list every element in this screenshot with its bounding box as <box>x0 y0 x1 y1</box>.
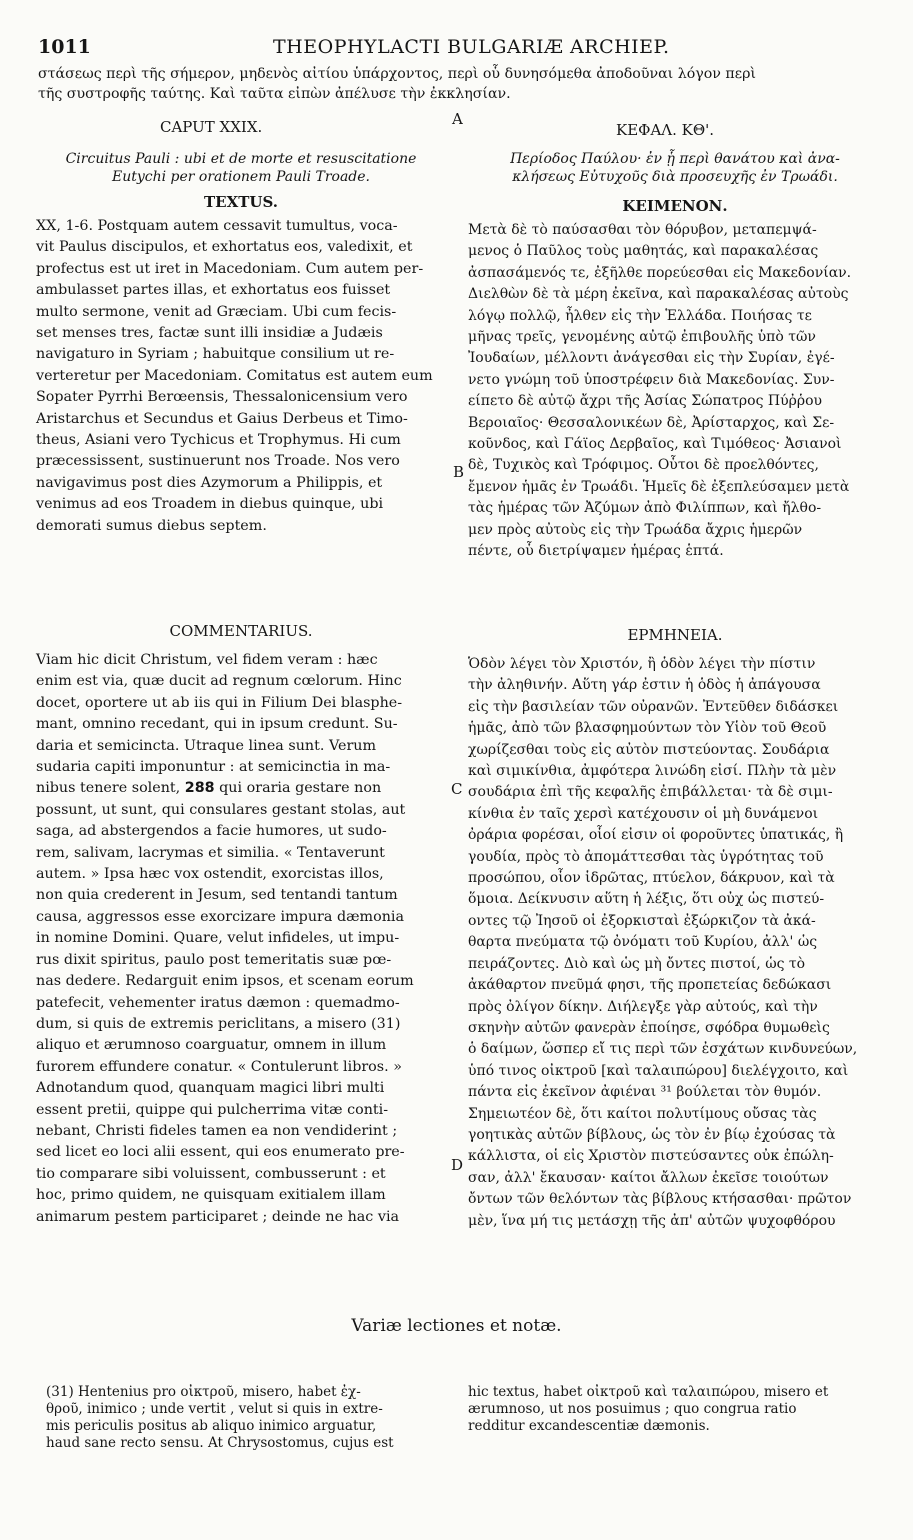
text-line: δὲ, Τυχικὸς καὶ Τρόφιμος. Οὗτοι δὲ προελθόντες, <box>468 457 819 474</box>
text-line: Βεροιαῖος· Θεσσαλονικέων δὲ, Ἀρίσταρχος, καὶ Σε- <box>468 414 835 431</box>
text-line: causa, aggressos esse exorcizare impura dæmonia <box>36 908 405 925</box>
text-line: Ὁδὸν λέγει τὸν Χριστόν, ἢ ὁδὸν λέγει τὴν πίστιν <box>468 656 816 672</box>
text-line: enim est via, quæ ducit ad regnum cœlorum. Hinc <box>36 673 402 690</box>
latin-commentarius <box>36 650 446 1228</box>
text-line: ὅμοια. Δείκνυσιν αὕτη ἡ λέξις, ὅτι οὐχ ὡς πιστεύ- <box>468 891 825 908</box>
note-line: mis periculis positus ab aliquo inimico arguatur, <box>46 1418 377 1434</box>
greek-subtitle <box>460 150 890 186</box>
margin-marker-d: D <box>451 1156 464 1174</box>
text-line: daria et semicincta. Utraque linea sunt. Verum <box>36 737 377 754</box>
notes-left-column <box>46 1384 394 1452</box>
text-line: μὲν, ἵνα μή τις μετάσχῃ τῆς ἀπ' αὐτῶν ψυχοφθόρου <box>468 1212 836 1229</box>
text-line: είπετο δὲ αὐτῷ ἄχρι τῆς Ἀσίας Σώπατρος Πύῤῥου <box>468 393 823 410</box>
text-line: Adnotandum quod, quanquam magici libri multi <box>36 1080 385 1097</box>
text-line: venimus ad eos Troadem in diebus quinque, ubi <box>36 496 384 513</box>
subtitle-line: Περίοδος Παύλου· ἐν ᾗ περὶ θανάτου καὶ ἀνα- <box>510 151 840 167</box>
text-line: præcessissent, sustinuerunt nos Troade. Nos vero <box>36 453 400 470</box>
margin-marker-b: B <box>453 463 465 481</box>
text-line: tio comparare sibi voluissent, combusserunt : et <box>36 1165 386 1182</box>
text-line: mant, omnino recedant, qui in ipsum credunt. Su- <box>36 716 398 733</box>
text-line: patefecit, vehementer iratus dæmon : quemadmo- <box>36 994 400 1011</box>
text-line: animarum pestem participaret ; deinde ne hac via <box>36 1208 400 1225</box>
text-line: sed licet eo loci alii essent, qui eos enumerato pre- <box>36 1144 405 1161</box>
text-line: πειράζοντες. Διὸ καὶ ὡς μὴ ὄντες πιστοί, ὡς τὸ <box>468 955 806 972</box>
text-line: σκηνὴν αὐτῶν φανερὰν ἐποίησε, σφόδρα θυμωθεὶς <box>468 1019 830 1036</box>
text-line: navigaturo in Syriam ; habuitque consilium ut re- <box>36 346 395 363</box>
text-line: λόγῳ πολλῷ, ἦλθεν εἰς τὴν Ἑλλάδα. Ποιήσας τε <box>468 307 812 324</box>
commentarius-heading: COMMENTARIUS. <box>169 622 313 640</box>
text-line: vit Paulus discipulos, et exhortatus eos, valedixit, et <box>36 239 413 256</box>
textus-heading: TEXTUS. <box>204 193 278 211</box>
text-line: νετο γνώμη τοῦ ὑποστρέφειν διὰ Μακεδονίας. Συν- <box>468 371 835 388</box>
text-line: χωρίζεσθαι τοὺς εἰς αὐτὸν πιστεύοντας. Σουδάρια <box>468 741 830 758</box>
text-line: κάλλιστα, οἱ εἰς Χριστὸν πιστεύσαντες οὐκ ἐπώλη- <box>468 1148 834 1165</box>
text-line: οντες τῷ Ἰησοῦ οἱ ἐξορκισταὶ ἐξώρκιζον τὰ ἀκά- <box>468 912 816 929</box>
text-line: γοητικὰς αὐτῶν βίβλους, ὡς τὸν ἐν βίῳ ἐχούσας τὰ <box>468 1126 836 1143</box>
text-line: aliquo et ærumnoso coarguatur, omnem in illum <box>36 1037 387 1054</box>
text-line: μῆνας τρεῖς, γενομένης αὐτῷ ἐπιβουλῆς ὑπὸ τῶν <box>468 329 816 346</box>
note-line: (31) Hentenius pro οἰκτροῦ, misero, habet ἐχ- <box>46 1384 361 1400</box>
text-line: τὴν ἀληθινήν. Αὕτη γάρ ἐστιν ἡ ὁδὸς ἡ ἀπάγουσα <box>468 677 821 694</box>
note-line: ærumnoso, ut nos posuimus ; quo congrua ratio <box>468 1401 797 1417</box>
note-line: redditur excandescentiæ dæmonis. <box>468 1418 710 1434</box>
note-line: θροῦ, inimico ; unde vertit , velut si quis in extre- <box>46 1401 383 1417</box>
text-line: rus dixit spiritus, paulo post temeritatis suæ pœ- <box>36 951 392 968</box>
latin-textus <box>36 216 446 537</box>
text-line: Μετὰ δὲ τὸ παύσασθαι τὸν θόρυβον, μεταπεμψά- <box>468 222 817 238</box>
text-line: σουδάρια ἐπὶ τῆς κεφαλῆς ἐπιβάλλεται· τὰ δὲ σιμι- <box>468 784 833 801</box>
keimenon-heading: ΚΕΙΜΕΝΟΝ. <box>622 197 728 215</box>
notes-right-column <box>468 1384 828 1435</box>
text-line: set menses tres, factæ sunt illi insidiæ a Judæis <box>36 325 383 342</box>
text-line: demorati sumus diebus septem. <box>36 517 267 534</box>
page-number: 1011 <box>38 36 91 58</box>
text-line: τὰς ἡμέρας τῶν Ἀζύμων ἀπὸ Φιλίππων, καὶ ἤλθο- <box>468 500 822 517</box>
latin-subtitle <box>36 150 446 186</box>
top-greek-continuation <box>38 64 878 104</box>
text-line: κοῦνδος, καὶ Γάϊος Δερβαῖος, καὶ Τιμόθεος· Ἀσιανοὶ <box>468 436 842 453</box>
subtitle-line: Eutychi per orationem Pauli Troade. <box>111 169 371 185</box>
text-line: nibus tenere solent, 288 qui oraria gestare non <box>36 780 382 797</box>
text-line: ἀσπασάμενός τε, ἐξῆλθε πορεύεσθαι εἰς Μακεδονίαν. <box>468 264 852 281</box>
text-line: nebant, Christi fideles tamen ea non vendiderint ; <box>36 1122 398 1139</box>
text-line: θαρτα πνεύματα τῷ ὀνόματι τοῦ Κυρίου, ἀλλ' ὡς <box>468 934 818 951</box>
text-line: πρὸς ὀλίγον δίκην. Διήλεγξε γὰρ αὐτούς, καὶ τὴν <box>468 998 818 1015</box>
text-line: hoc, primo quidem, ne quisquam exitialem illam <box>36 1187 386 1204</box>
text-line: multo sermone, venit ad Græciam. Ubi cum fecis- <box>36 303 397 320</box>
text-line: in nomine Domini. Quare, velut infideles, ut impu- <box>36 930 400 947</box>
notes-heading: Variæ lectiones et notæ. <box>351 1316 562 1336</box>
text-line: docet, oportere ut ab iis qui in Filium Dei blasphe- <box>36 694 403 711</box>
text-line: Aristarchus et Secundus et Gaius Derbeus et Timo- <box>36 410 408 427</box>
text-line: theus, Asiani vero Tychicus et Trophymus. Hi cum <box>36 432 401 449</box>
margin-marker-c: C <box>451 780 463 798</box>
text-line: ἔμενον ἡμᾶς ἐν Τρωάδι. Ἡμεῖς δὲ ἐξεπλεύσαμεν μετὰ <box>468 478 850 495</box>
text-line: dum, si quis de extremis periclitans, a misero (31) <box>36 1015 401 1032</box>
text-line: στάσεως περὶ τῆς σήμερον, μηδενὸς αἰτίου ὑπάρχοντος, περὶ οὗ δυνησόμεθα ἀποδοῦναι λόγον περὶ <box>38 66 756 82</box>
text-line: autem. » Ipsa hæc vox ostendit, exorcistas illos, <box>36 866 384 883</box>
text-line: XX, 1-6. Postquam autem cessavit tumultus, voca- <box>36 218 398 234</box>
text-line: ὑπό τινος οἰκτροῦ [καὶ ταλαιπώρου] διελέγχοιτο, καὶ <box>468 1062 849 1079</box>
greek-keimenon <box>468 220 888 563</box>
text-line: ὄντων τῶν θελόντων τὰς βίβλους κτήσασθαι· πρῶτον <box>468 1191 852 1208</box>
note-line: hic textus, habet οἰκτροῦ καὶ ταλαιπώρου, misero et <box>468 1384 829 1400</box>
text-line: essent pretii, quippe qui pulcherrima vitæ conti- <box>36 1101 389 1118</box>
text-line: ἀκάθαρτον πνεῦμά φησι, τῆς προπετείας δεδώκασι <box>468 977 832 994</box>
note-line: haud sane recto sensu. At Chrysostomus, cujus est <box>46 1435 394 1451</box>
page-header <box>38 36 875 62</box>
text-line: possunt, ut sunt, qui consulares gestant stolas, aut <box>36 801 406 818</box>
text-line: Σημειωτέον δὲ, ὅτι καίτοι πολυτίμους οὔσας τὰς <box>468 1105 817 1122</box>
text-line: Διελθὼν δὲ τὰ μέρη ἐκεῖνα, καὶ παρακαλέσας αὐτοὺς <box>468 286 849 303</box>
text-line: πάντα εἰς ἐκεῖνον ἀφιέναι ³¹ βούλεται τὸν θυμόν. <box>468 1084 822 1101</box>
text-line: καὶ σιμικίνθια, ἀμφότερα λινώδη εἰσί. Πλὴν τὰ μὲν <box>468 763 837 780</box>
text-line: μεν πρὸς αὐτοὺς εἰς τὴν Τρωάδα ἄχρις ἡμερῶν <box>468 521 803 538</box>
text-line: ἡμᾶς, ἀπὸ τῶν βλασφημούντων τὸν Υἱὸν τοῦ Θεοῦ <box>468 720 827 737</box>
text-line: ὀράρια φορέσαι, οἷοί εἰσιν οἱ φοροῦντες ὑπατικάς, ἢ <box>468 827 844 844</box>
text-line: navigavimus post dies Azymorum a Philippis, et <box>36 474 383 491</box>
text-line: μενος ὁ Παῦλος τοὺς μαθητάς, καὶ παρακαλέσας <box>468 243 819 260</box>
text-line: nas dedere. Redarguit enim ipsos, et scenam eorum <box>36 973 414 990</box>
hermeneia-heading: ΕΡΜΗΝΕΙΑ. <box>627 626 723 644</box>
text-line: ὁ δαίμων, ὥσπερ εἴ τις περὶ τῶν ἐσχάτων κινδυνεύων, <box>468 1041 858 1058</box>
text-line: ambulasset partes illas, et exhortatus eos fuisset <box>36 282 391 299</box>
text-line: τῆς συστροφῆς ταύτης. Καὶ ταῦτα εἰπὼν ἀπέλυσε τὴν ἐκκλησίαν. <box>38 86 511 102</box>
text-line: γουδία, πρὸς τὸ ἀπομάττεσθαι τὰς ὑγρότητας τοῦ <box>468 848 824 865</box>
text-line: σαν, ἀλλ' ἔκαυσαν· καίτοι ἄλλων ἐκεῖσε τοιούτων <box>468 1169 829 1186</box>
text-line: saga, ad abstergendos a facie humores, ut sudo- <box>36 823 387 840</box>
subtitle-line: κλήσεως Εὐτυχοῦς διὰ προσευχῆς ἐν Τρωάδι. <box>512 169 838 185</box>
text-line: κίνθια ἐν ταῖς χερσὶ κατέχουσιν οἱ μὴ δυνάμενοι <box>468 805 819 822</box>
text-line: Viam hic dicit Christum, vel fidem veram : hæc <box>36 652 378 668</box>
text-line: sudaria capiti imponuntur : at semicinctia in ma- <box>36 759 391 776</box>
running-title: THEOPHYLACTI BULGARIÆ ARCHIEP. <box>273 36 670 58</box>
text-line: προσώπου, οἷον ἱδρῶτας, πτύελον, δάκρυον, καὶ τὰ <box>468 870 835 887</box>
latin-caput: CAPUT XXIX. <box>160 118 263 136</box>
greek-caput: ΚΕΦΑΛ. ΚΘ'. <box>616 121 715 139</box>
text-line: profectus est ut iret in Macedoniam. Cum autem per- <box>36 260 424 277</box>
text-line: πέντε, οὗ διετρίψαμεν ἡμέρας ἑπτά. <box>468 543 724 560</box>
text-line: Ἰουδαίων, μέλλοντι ἀνάγεσθαι εἰς τὴν Συρίαν, ἐγέ- <box>468 350 835 367</box>
text-line: Sopater Pyrrhi Berœensis, Thessalonicensium vero <box>36 389 408 406</box>
text-line: rem, salivam, lacrymas et similia. « Tentaverunt <box>36 844 385 861</box>
text-line: non quia crederent in Jesum, sed tentandi tantum <box>36 887 398 904</box>
subtitle-line: Circuitus Pauli : ubi et de morte et resuscitatione <box>65 151 417 167</box>
text-line: furorem effundere conatur. « Contulerunt libros. » <box>36 1058 402 1075</box>
column-number-marker: 288 <box>184 780 215 797</box>
text-line: εἰς τὴν βασιλείαν τῶν οὐρανῶν. Ἐντεῦθεν διδάσκει <box>468 698 839 715</box>
margin-marker-a: A <box>452 110 463 128</box>
text-line: verteretur per Macedoniam. Comitatus est autem eum <box>36 367 433 384</box>
greek-hermeneia <box>468 654 888 1232</box>
